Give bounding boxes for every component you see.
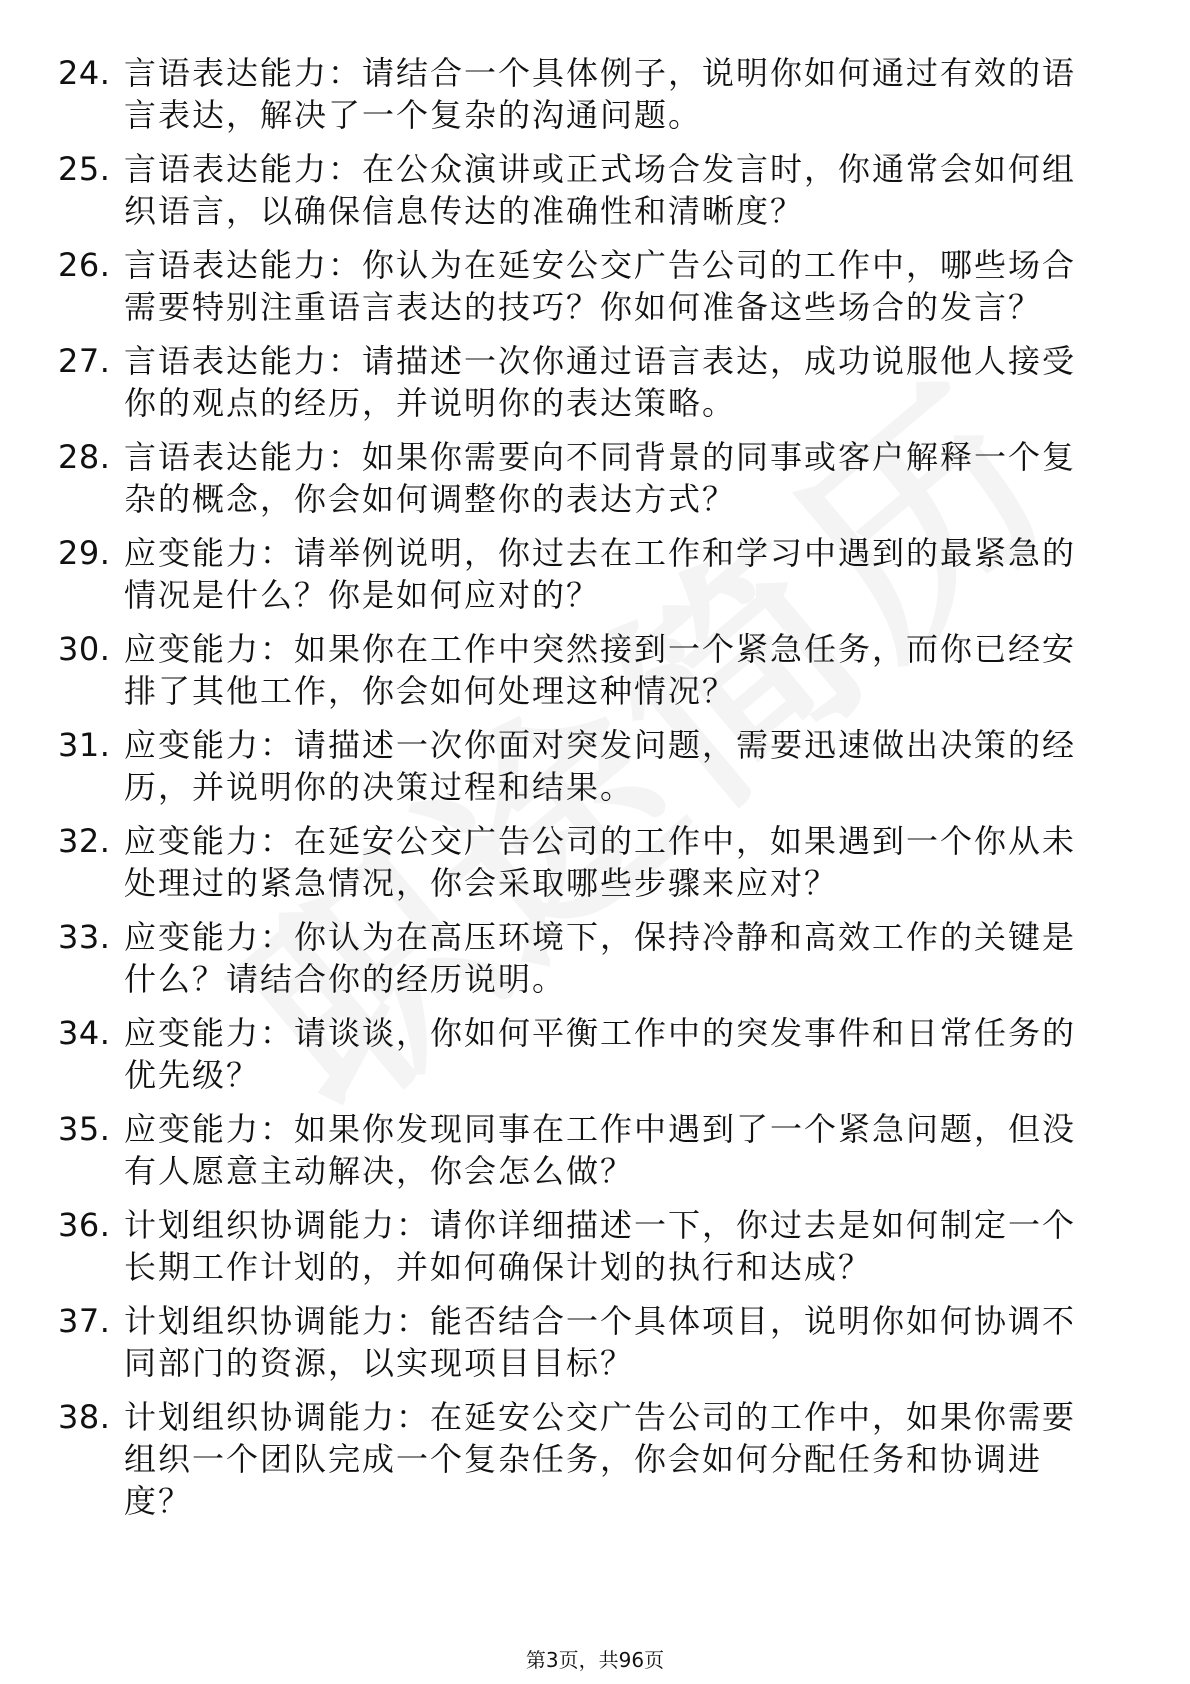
question-number: 31. xyxy=(58,726,111,764)
question-item xyxy=(58,436,1108,532)
question-text: 言语表达能力：在公众演讲或正式场合发言时，你通常会如何组织语言，以确保信息传达的准确性和清晰度？ xyxy=(124,150,1077,230)
question-number: 34. xyxy=(58,1014,111,1052)
question-item xyxy=(58,916,1108,1012)
question-number: 26. xyxy=(58,246,111,284)
question-text: 计划组织协调能力：能否结合一个具体项目，说明你如何协调不同部门的资源，以实现项目目标？ xyxy=(124,1302,1077,1382)
question-item xyxy=(58,1396,1108,1536)
question-number: 32. xyxy=(58,822,111,860)
question-item xyxy=(58,532,1108,628)
question-text: 应变能力：你认为在高压环境下，保持冷静和高效工作的关键是什么？请结合你的经历说明。 xyxy=(124,918,1077,998)
question-number: 29. xyxy=(58,534,111,572)
question-number: 38. xyxy=(58,1398,111,1436)
question-text: 言语表达能力：你认为在延安公交广告公司的工作中，哪些场合需要特别注重语言表达的技巧？你如何准备这些场合的发言？ xyxy=(124,246,1077,326)
question-number: 27. xyxy=(58,342,111,380)
question-text: 计划组织协调能力：在延安公交广告公司的工作中，如果你需要组织一个团队完成一个复杂任务，你会如何分配任务和协调进度？ xyxy=(124,1398,1077,1520)
question-number: 35. xyxy=(58,1110,111,1148)
page-number-label: 第3页，共96页 xyxy=(525,1648,665,1672)
question-text: 言语表达能力：请描述一次你通过语言表达，成功说服他人接受你的观点的经历，并说明你的表达策略。 xyxy=(124,342,1077,422)
question-number: 24. xyxy=(58,54,111,92)
question-item xyxy=(58,724,1108,820)
question-number: 33. xyxy=(58,918,111,956)
question-text: 应变能力：如果你在工作中突然接到一个紧急任务，而你已经安排了其他工作，你会如何处理这种情况？ xyxy=(124,630,1077,710)
question-item xyxy=(58,628,1108,724)
question-text: 应变能力：如果你发现同事在工作中遇到了一个紧急问题，但没有人愿意主动解决，你会怎么做？ xyxy=(124,1110,1077,1190)
question-number: 37. xyxy=(58,1302,111,1340)
question-item xyxy=(58,52,1108,148)
question-text: 应变能力：请谈谈，你如何平衡工作中的突发事件和日常任务的优先级？ xyxy=(124,1014,1077,1094)
question-item xyxy=(58,148,1108,244)
question-number: 25. xyxy=(58,150,111,188)
question-item xyxy=(58,1012,1108,1108)
question-item xyxy=(58,340,1108,436)
page-footer xyxy=(0,1648,1190,1672)
question-item xyxy=(58,820,1108,916)
question-item xyxy=(58,1204,1108,1300)
question-list xyxy=(58,52,1108,1536)
question-text: 言语表达能力：请结合一个具体例子，说明你如何通过有效的语言表达，解决了一个复杂的沟通问题。 xyxy=(124,54,1077,134)
question-text: 应变能力：请举例说明，你过去在工作和学习中遇到的最紧急的情况是什么？你是如何应对的？ xyxy=(124,534,1077,614)
question-item xyxy=(58,1300,1108,1396)
question-text: 应变能力：在延安公交广告公司的工作中，如果遇到一个你从未处理过的紧急情况，你会采取哪些步骤来应对？ xyxy=(124,822,1077,902)
question-item xyxy=(58,1108,1108,1204)
question-text: 言语表达能力：如果你需要向不同背景的同事或客户解释一个复杂的概念，你会如何调整你的表达方式？ xyxy=(124,438,1077,518)
question-number: 30. xyxy=(58,630,111,668)
question-text: 应变能力：请描述一次你面对突发问题，需要迅速做出决策的经历，并说明你的决策过程和结果。 xyxy=(124,726,1077,806)
question-item xyxy=(58,244,1108,340)
question-number: 36. xyxy=(58,1206,111,1244)
question-number: 28. xyxy=(58,438,111,476)
question-text: 计划组织协调能力：请你详细描述一下，你过去是如何制定一个长期工作计划的，并如何确保计划的执行和达成？ xyxy=(124,1206,1077,1286)
